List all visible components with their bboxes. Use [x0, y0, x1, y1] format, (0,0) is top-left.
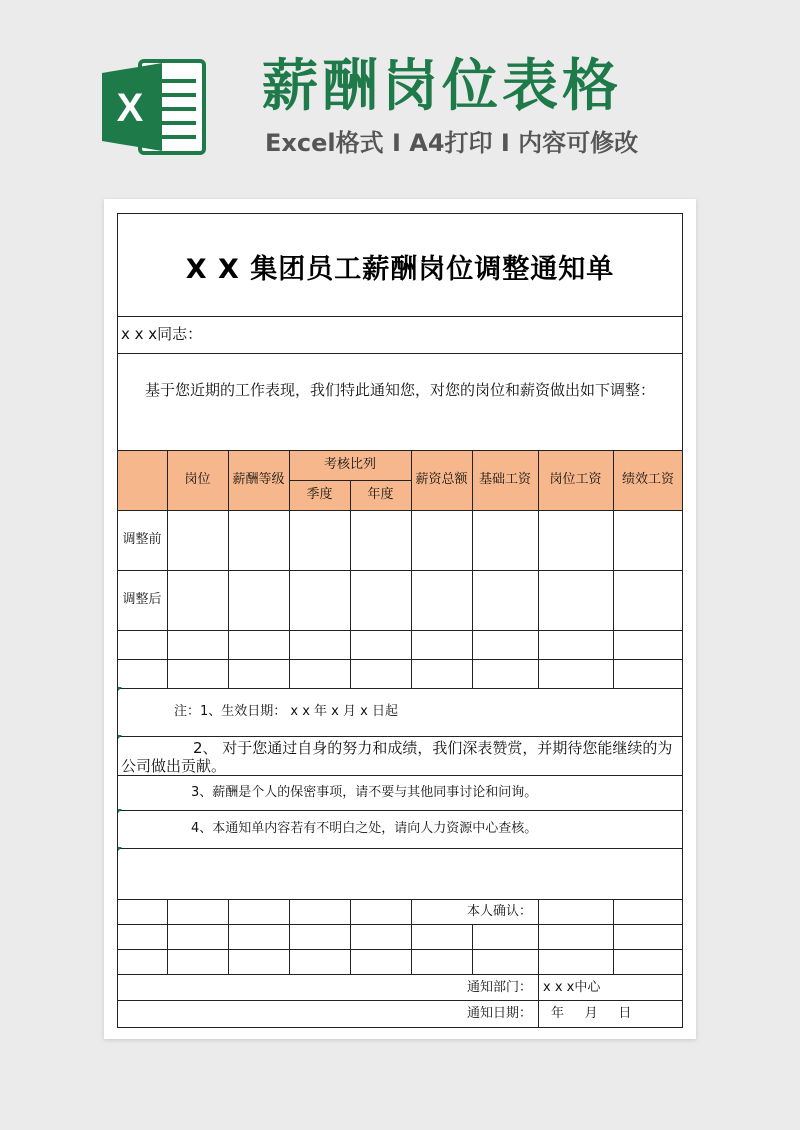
- col-divider: [411, 899, 412, 924]
- row-divider: [117, 924, 683, 925]
- row-label-before: 调整前: [122, 532, 162, 547]
- dept-label: 通知部门：: [467, 980, 533, 995]
- border-bottom: [117, 1027, 683, 1028]
- row-divider: [117, 510, 683, 511]
- row-divider: [117, 353, 683, 354]
- row-divider: [117, 450, 683, 451]
- cell-marker-icon: [118, 847, 122, 851]
- row-divider: [117, 810, 683, 811]
- col-divider: [289, 899, 290, 974]
- document-title: X X 集团员工薪酬岗位调整通知单: [185, 254, 615, 285]
- row-divider: [117, 736, 683, 737]
- page-title: 薪酬岗位表格: [262, 54, 622, 119]
- header-base-pay: 基础工资: [478, 472, 531, 487]
- header-position: 岗位: [184, 472, 211, 487]
- header-position-pay: 岗位工资: [549, 472, 602, 487]
- excel-logo-icon: [100, 57, 208, 157]
- col-divider: [350, 480, 351, 688]
- page-subtitle: Excel格式 I A4打印 I 内容可修改: [265, 129, 639, 157]
- note-confidential: 3、薪酬是个人的保密事项，请不要与其他同事讨论和问询。: [191, 785, 538, 800]
- row-label-after: 调整后: [122, 592, 162, 607]
- note-effective-date: 注：1、生效日期： x x 年 x 月 x 日起: [174, 704, 398, 719]
- cell-marker-icon: [118, 687, 122, 691]
- col-divider: [472, 924, 473, 974]
- row-divider: [117, 1000, 683, 1001]
- col-divider: [613, 899, 614, 974]
- notice-form: [117, 213, 683, 1028]
- header-quarter: 季度: [306, 487, 333, 502]
- row-divider: [117, 848, 683, 849]
- header-assessment-ratio: 考核比列: [323, 457, 376, 472]
- date-label: 通知日期：: [467, 1006, 533, 1021]
- row-divider: [117, 630, 683, 631]
- greeting: x x x同志：: [121, 325, 203, 343]
- col-divider: [228, 899, 229, 974]
- intro-paragraph: 基于您近期的工作表现，我们特此通知您，对您的岗位和薪资做出如下调整：: [145, 381, 656, 399]
- row-divider: [117, 688, 683, 689]
- dept-value: x x x中心: [543, 980, 601, 995]
- document-paper: [104, 199, 696, 1039]
- note-appreciation: 2、 对于您通过自身的努力和成绩，我们深表赞赏，并期待您能继续的为公司做出贡献。: [121, 739, 673, 775]
- border-top: [117, 213, 683, 214]
- date-value: 年 月 日: [551, 1006, 632, 1021]
- header-salary-grade: 薪酬等级: [232, 472, 285, 487]
- page-header: [0, 0, 800, 190]
- col-divider: [167, 899, 168, 974]
- header-performance-pay: 绩效工资: [621, 472, 674, 487]
- col-divider: [411, 924, 412, 974]
- border-right: [682, 213, 683, 1028]
- row-divider: [117, 775, 683, 776]
- col-divider: [350, 899, 351, 974]
- note-contact-hr: 4、本通知单内容若有不明白之处，请向人力资源中心查核。: [191, 821, 538, 836]
- border-left: [117, 213, 118, 1028]
- confirm-label: 本人确认：: [467, 904, 533, 919]
- row-divider: [117, 570, 683, 571]
- cell-marker-icon: [118, 809, 122, 813]
- svg-text:X: X: [116, 86, 144, 130]
- row-divider: [117, 316, 683, 317]
- header-total-salary: 薪资总额: [415, 472, 468, 487]
- row-divider: [117, 974, 683, 975]
- col-divider: [538, 899, 539, 1027]
- row-divider: [117, 899, 683, 900]
- row-divider: [117, 659, 683, 660]
- row-divider: [117, 949, 683, 950]
- header-year: 年度: [367, 487, 394, 502]
